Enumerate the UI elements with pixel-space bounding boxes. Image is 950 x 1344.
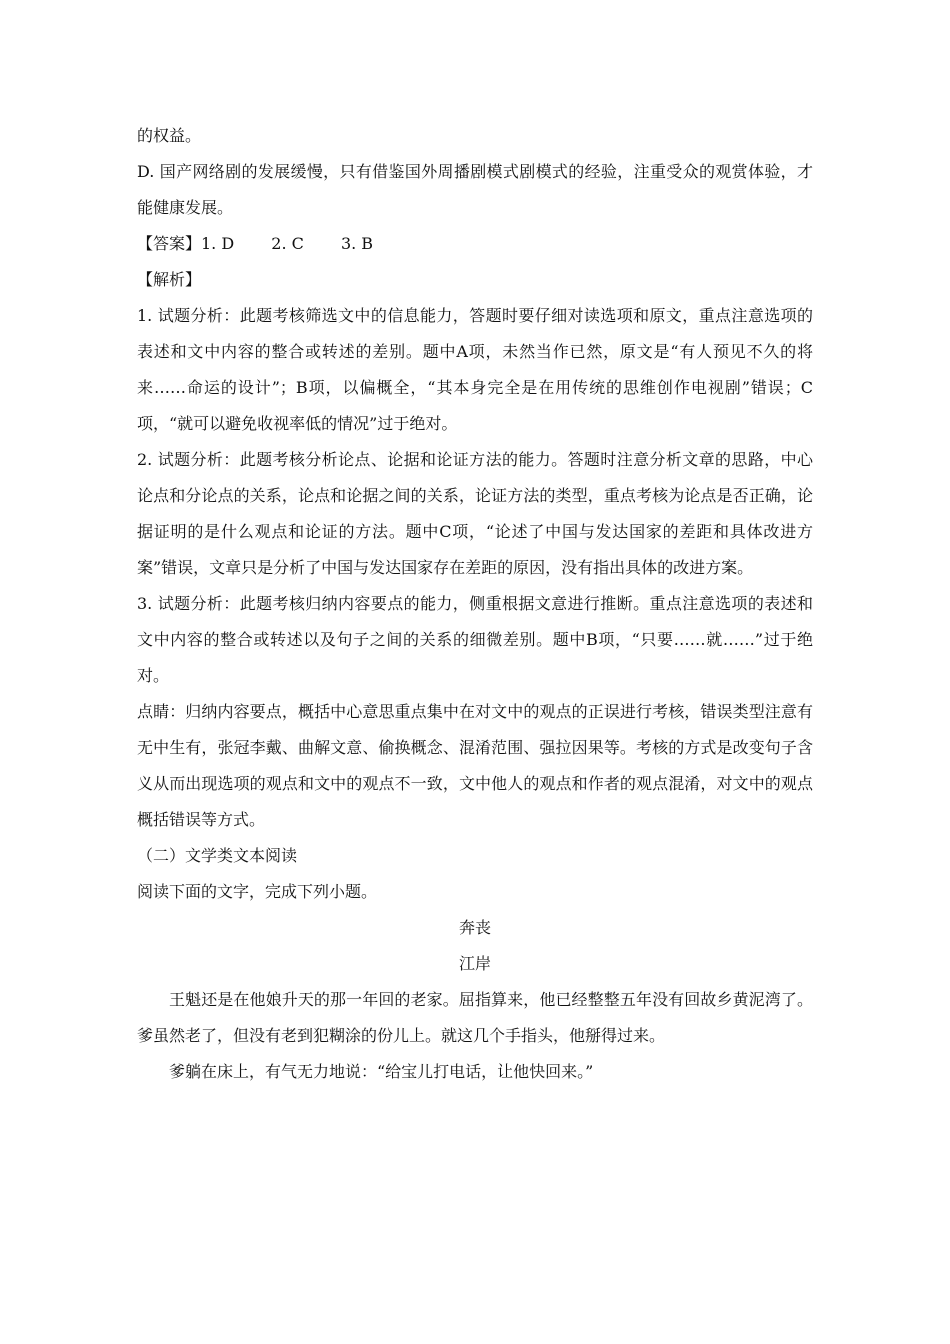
story-title: 奔丧 [458, 918, 491, 937]
analysis-1: 1. 试题分析：此题考核筛选文中的信息能力，答题时要仔细对读选项和原文，重点注意选项的表述和文中内容的整合或转述的差别。题中A项，未然当作已然，原文是“有人预见不久的将来……命运的设计”；B项，以偏概全，“其本身完全是在用传统的思维创作电视剧”错误；C项，“就可以避免收视率低的情况”过于绝对。 [137, 306, 813, 433]
analysis-heading: 【解析】 [137, 270, 202, 289]
document-body [137, 118, 813, 1090]
story-author: 江岸 [458, 954, 491, 973]
instruction: 阅读下面的文字，完成下列小题。 [137, 882, 378, 901]
story-paragraph-1: 王魁还是在他娘升天的那一年回的老家。屈指算来，他已经整整五年没有回故乡黄泥湾了。爹虽然老了，但没有老到犯糊涂的份儿上。就这几个手指头，他掰得过来。 [137, 990, 813, 1045]
text-line-rights: 的权益。 [137, 126, 202, 145]
analysis-2: 2. 试题分析：此题考核分析论点、论据和论证方法的能力。答题时注意分析文章的思路，中心论点和分论点的关系，论点和论据之间的关系，论证方法的类型，重点考核为论点是否正确，论据证明的是什么观点和论证的方法。题中C项，“论述了中国与发达国家的差距和具体改进方案”错误，文章只是分析了中国与发达国家存在差距的原因，没有指出具体的改进方案。 [137, 450, 813, 577]
story-paragraph-2: 爹躺在床上，有气无力地说：“给宝儿打电话，让他快回来。” [169, 1062, 594, 1081]
answer-line: 【答案】1. D 2. C 3. B [137, 234, 374, 253]
option-d: D. 国产网络剧的发展缓慢，只有借鉴国外周播剧模式剧模式的经验，注重受众的观赏体验，才能健康发展。 [137, 162, 813, 217]
key-points: 点睛：归纳内容要点，概括中心意思重点集中在对文中的观点的正误进行考核，错误类型注意有无中生有，张冠李戴、曲解文意、偷换概念、混淆范围、强拉因果等。考核的方式是改变句子含义从而出现选项的观点和文中的观点不一致，文中他人的观点和作者的观点混淆，对文中的观点概括错误等方式。 [137, 702, 813, 829]
analysis-3: 3. 试题分析：此题考核归纳内容要点的能力，侧重根据文意进行推断。重点注意选项的表述和文中内容的整合或转述以及句子之间的关系的细微差别。题中B项，“只要……就……”过于绝对。 [137, 594, 813, 685]
section-heading: （二）文学类文本阅读 [137, 846, 298, 865]
